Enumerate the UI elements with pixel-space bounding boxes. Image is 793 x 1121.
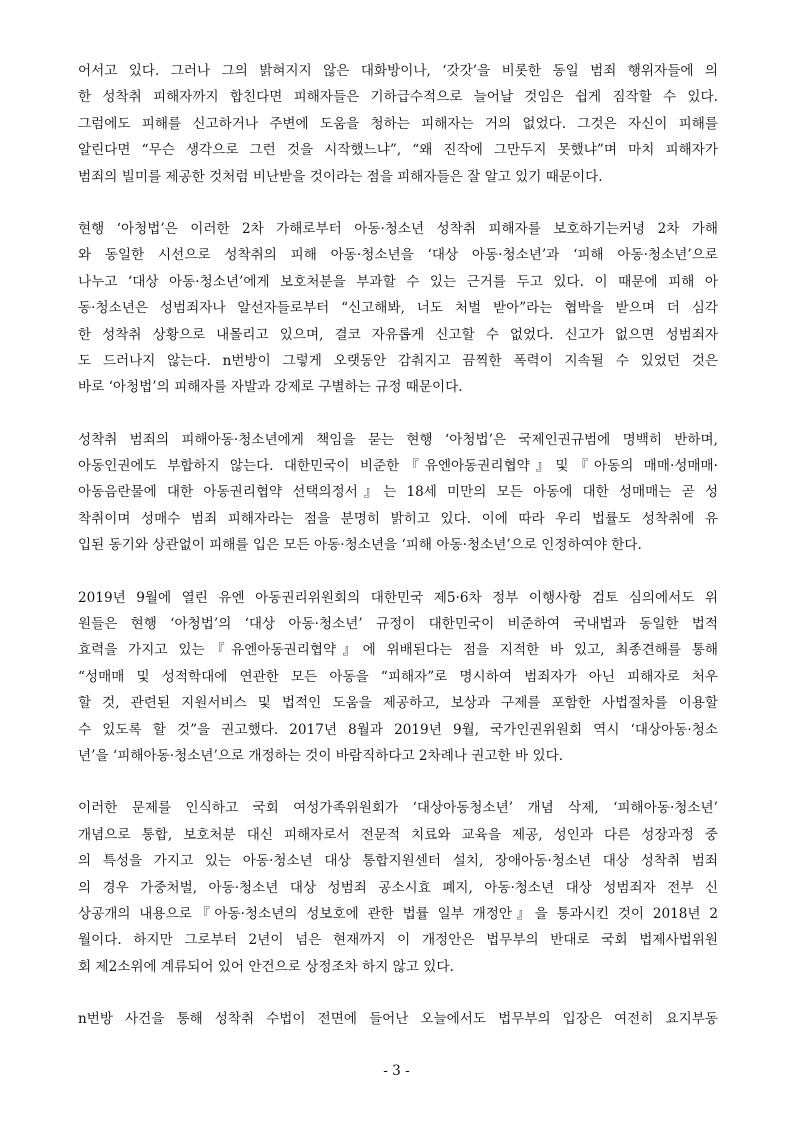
text-line: 바로 ‘아청법’의 피해자를 자발과 강제로 구별하는 규정 때문이다. <box>78 379 463 396</box>
text-line: 이러한 문제를 인식하고 국회 여성가족위원회가 ‘대상아동청소년’ 개념 삭제, ‘피해아동·청소년’ <box>78 800 718 817</box>
text-line: 할 것, 관련된 지원서비스 및 법적인 도움을 제공하고, 보상과 구제를 포함한 사법절차를 이용할 <box>78 695 718 712</box>
text-line: 와 동일한 시선으로 성착취의 피해 아동·청소년을 ‘대상 아동·청소년’과 ‘피해 아동·청소년’으로 <box>78 247 718 264</box>
text-line: 범죄의 빌미를 제공한 것처럼 비난받을 것이라는 점을 피해자들은 잘 알고 있기 때문이다. <box>78 168 603 185</box>
text-line: 성착취 범죄의 피해아동·청소년에게 책임을 묻는 현행 ‘아청법’은 국제인권규범에 명백히 반하며, <box>78 431 718 448</box>
text-line: 한 성착취 피해자까지 합친다면 피해자들은 기하급수적으로 늘어날 것임은 쉽게 짐작할 수 있다. <box>78 89 718 106</box>
text-line: 어서고 있다. 그러나 그의 밝혀지지 않은 대화방이나, ‘갓갓’을 비롯한 동일 범죄 행위자들에 의 <box>78 63 718 79</box>
document-body <box>78 58 718 1059</box>
text-line: 회 제2소위에 계류되어 있어 안건으로 상정조차 하지 않고 있다. <box>78 958 454 975</box>
text-line: 의 경우 가중처벌, 아동·청소년 대상 성범죄 공소시효 폐지, 아동·청소년 대상 성범죄자 전부 신 <box>78 879 718 896</box>
text-line: 의 특성을 가지고 있는 아동·청소년 대상 통합지원센터 설치, 장애아동·청소년 대상 성착취 범죄 <box>78 853 718 870</box>
text-line: 도 드러나지 않는다. n번방이 그렇게 오랫동안 감춰지고 끔찍한 폭력이 지속될 수 있었던 것은 <box>78 352 718 369</box>
text-line: n번방 사건을 통해 성착취 수법이 전면에 들어난 오늘에서도 법무부의 입장은 여전히 요지부동 <box>78 1011 718 1028</box>
paragraph-5 <box>78 795 718 980</box>
text-line: 아동인권에도 부합하지 않는다. 대한민국이 비준한『유엔아동권리협약』및『아동의 매매·성매매· <box>78 458 718 475</box>
text-line: 입된 동기와 상관없이 피해를 입은 모든 아동·청소년을 ‘피해 아동·청소년’으로 인정하여야 한다. <box>78 537 642 554</box>
paragraph-2 <box>78 216 718 401</box>
text-line: 동·청소년은 성범죄자나 알선자들로부터 “신고해봐, 너도 처벌 받아”라는 협박을 받으며 더 심각 <box>78 300 718 317</box>
text-line: 알린다면 “무슨 생각으로 그런 것을 시작했느냐”, “왜 진작에 그만두지 못했냐”며 마치 피해자가 <box>78 142 718 159</box>
text-line: 한 성착취 상황으로 내몰리고 있으며, 결코 자유롭게 신고할 수 없었다. 신고가 없으면 성범죄자 <box>78 326 718 343</box>
text-line: 아동음란물에 대한 아동권리협약 선택의정서』는 18세 미만의 모든 아동에 대한 성매매는 곧 성 <box>78 484 718 501</box>
text-line: “성매매 및 성적학대에 연관한 모든 아동을 “피해자”로 명시하여 범죄자가 아닌 피해자로 처우 <box>78 668 718 685</box>
text-line: 현행 ‘아청법’은 이러한 2차 가해로부터 아동·청소년 성착취 피해자를 보호하기는커녕 2차 가해 <box>78 220 718 237</box>
text-line: 월이다. 하지만 그로부터 2년이 넘은 현재까지 이 개정안은 법무부의 반대로 국회 법제사법위원 <box>78 932 718 949</box>
text-line: 그럼에도 피해를 신고하거나 주변에 도움을 청하는 피해자는 거의 없었다. 그것은 자신이 피해를 <box>78 115 718 132</box>
text-line: 상공개의 내용으로『아동·청소년의 성보호에 관한 법률 일부 개정안』을 통과시킨 것이 2018년 2 <box>78 905 718 922</box>
text-line: 나누고 ‘대상 아동·청소년’에게 보호처분을 부과할 수 있는 근거를 두고 있다. 이 때문에 피해 아 <box>78 273 718 290</box>
paragraph-4 <box>78 585 718 770</box>
page-number: - 3 - <box>383 1063 410 1079</box>
text-line: 수 있도록 할 것”을 권고했다. 2017년 8월과 2019년 9월, 국가인권위원회 역시 ‘대상아동·청소 <box>78 721 718 738</box>
text-line: 착취이며 성매수 범죄 피해자라는 점을 분명히 밝히고 있다. 이에 따라 우리 법률도 성착취에 유 <box>78 510 718 527</box>
text-line: 효력을 가지고 있는『유엔아동권리협약』에 위배된다는 점을 지적한 바 있고, 최종견해를 통해 <box>78 642 718 659</box>
text-line: 2019년 9월에 열린 유엔 아동권리위원회의 대한민국 제5·6차 정부 이행사항 검토 심의에서도 위 <box>78 589 718 606</box>
text-line: 개념으로 통합, 보호처분 대신 피해자로서 전문적 치료와 교육을 제공, 성인과 다른 성장과정 중 <box>78 826 718 843</box>
text-line: 원들은 현행 ‘아청법’의 ‘대상 아동·청소년’ 규정이 대한민국이 비준하여 국내법과 동일한 법적 <box>78 616 718 633</box>
text-line: 년’을 ‘피해아동·청소년’으로 개정하는 것이 바람직하다고 2차례나 권고한 바 있다. <box>78 747 564 764</box>
paragraph-3 <box>78 427 718 559</box>
paragraph-6 <box>78 1006 718 1032</box>
paragraph-1 <box>78 58 718 190</box>
